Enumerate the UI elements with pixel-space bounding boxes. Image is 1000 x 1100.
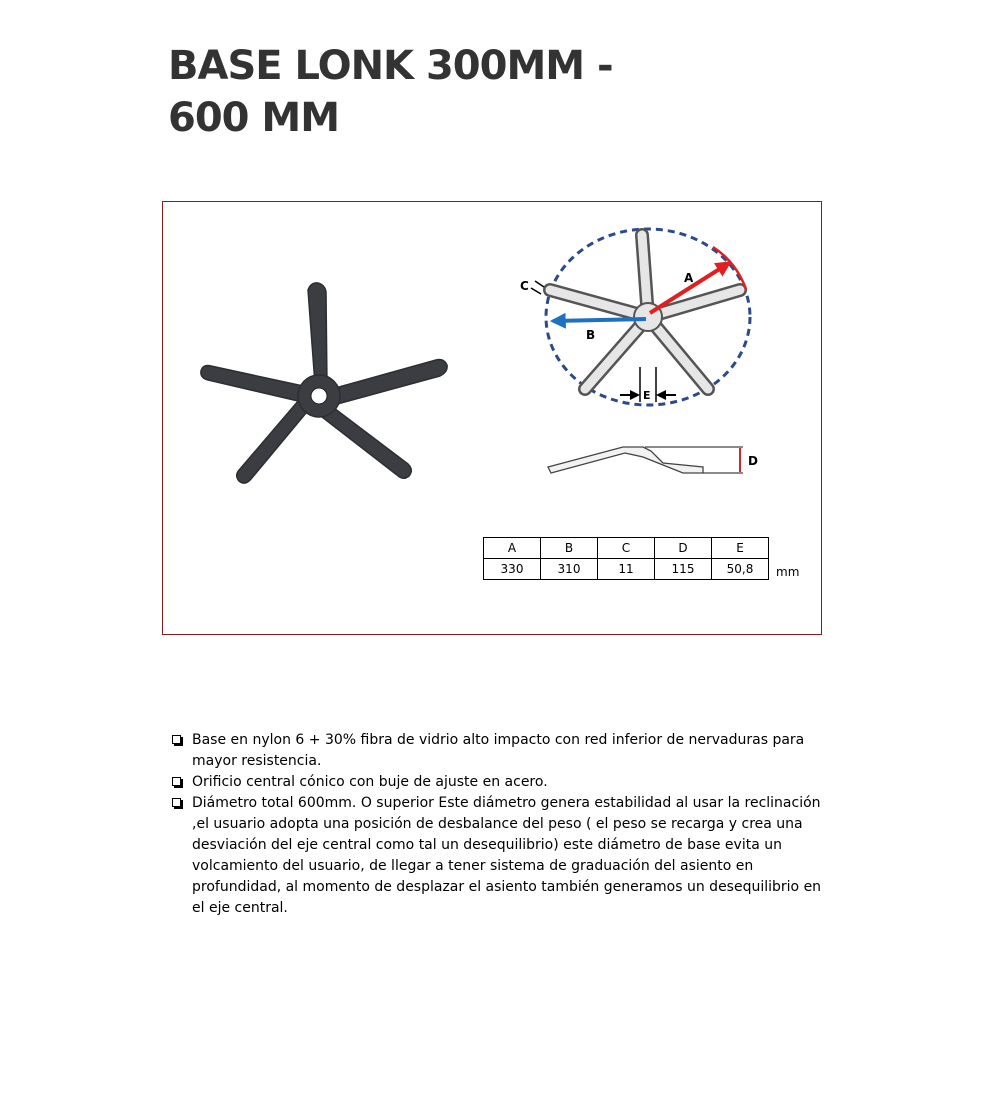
header-cell-b: B — [541, 538, 598, 559]
label-e: E — [643, 389, 651, 402]
list-item — [172, 730, 822, 772]
table-value-row — [484, 559, 769, 580]
feature-list — [172, 730, 822, 919]
side-view-diagram — [543, 437, 773, 487]
label-b: B — [586, 328, 596, 342]
title-line-1: BASE LONK 300MM - — [168, 43, 613, 89]
label-a: A — [684, 271, 694, 285]
header-cell-c: C — [598, 538, 655, 559]
feature-text: Orificio central cónico con buje de ajuste en acero. — [192, 774, 548, 790]
value-cell-c: 11 — [598, 559, 655, 580]
list-item — [172, 772, 822, 793]
dimension-c-tick — [535, 281, 544, 287]
header-cell-a: A — [484, 538, 541, 559]
header-cell-e: E — [712, 538, 769, 559]
feature-text: Base en nylon 6 + 30% fibra de vidrio alto impacto con red inferior de nervaduras para mayor resistencia. — [192, 732, 805, 769]
value-cell-e: 50,8 — [712, 559, 769, 580]
checkbox-bullet-icon — [172, 777, 181, 786]
dimensions-table — [483, 537, 769, 580]
value-cell-b: 310 — [541, 559, 598, 580]
checkbox-bullet-icon — [172, 798, 181, 807]
top-view-diagram — [508, 217, 753, 432]
product-figure-frame — [162, 201, 822, 635]
arrow-b — [553, 319, 646, 321]
unit-label: mm — [776, 565, 800, 579]
feature-text: Diámetro total 600mm. O superior Este diámetro genera estabilidad al usar la reclinación ,el usuario adopta una posición de desbalance del peso ( el peso se recarga y crea una desviación del eje central como tal un desequilibrio) este diámetro de base evita un volcamiento del usuario, de llegar a tener sistema de graduación del asiento en profundidad, al momento de desplazar el asiento también generamos un desequilibrio en el eje central. — [192, 795, 822, 916]
title-line-2: 600 MM — [168, 95, 340, 141]
list-item — [172, 793, 822, 919]
chair-base-photo — [193, 272, 453, 522]
label-c: C — [520, 279, 529, 293]
value-cell-d: 115 — [655, 559, 712, 580]
page-title — [168, 40, 613, 144]
label-d: D — [748, 454, 758, 468]
header-cell-d: D — [655, 538, 712, 559]
checkbox-bullet-icon — [172, 735, 181, 744]
value-cell-a: 330 — [484, 559, 541, 580]
table-header-row — [484, 538, 769, 559]
